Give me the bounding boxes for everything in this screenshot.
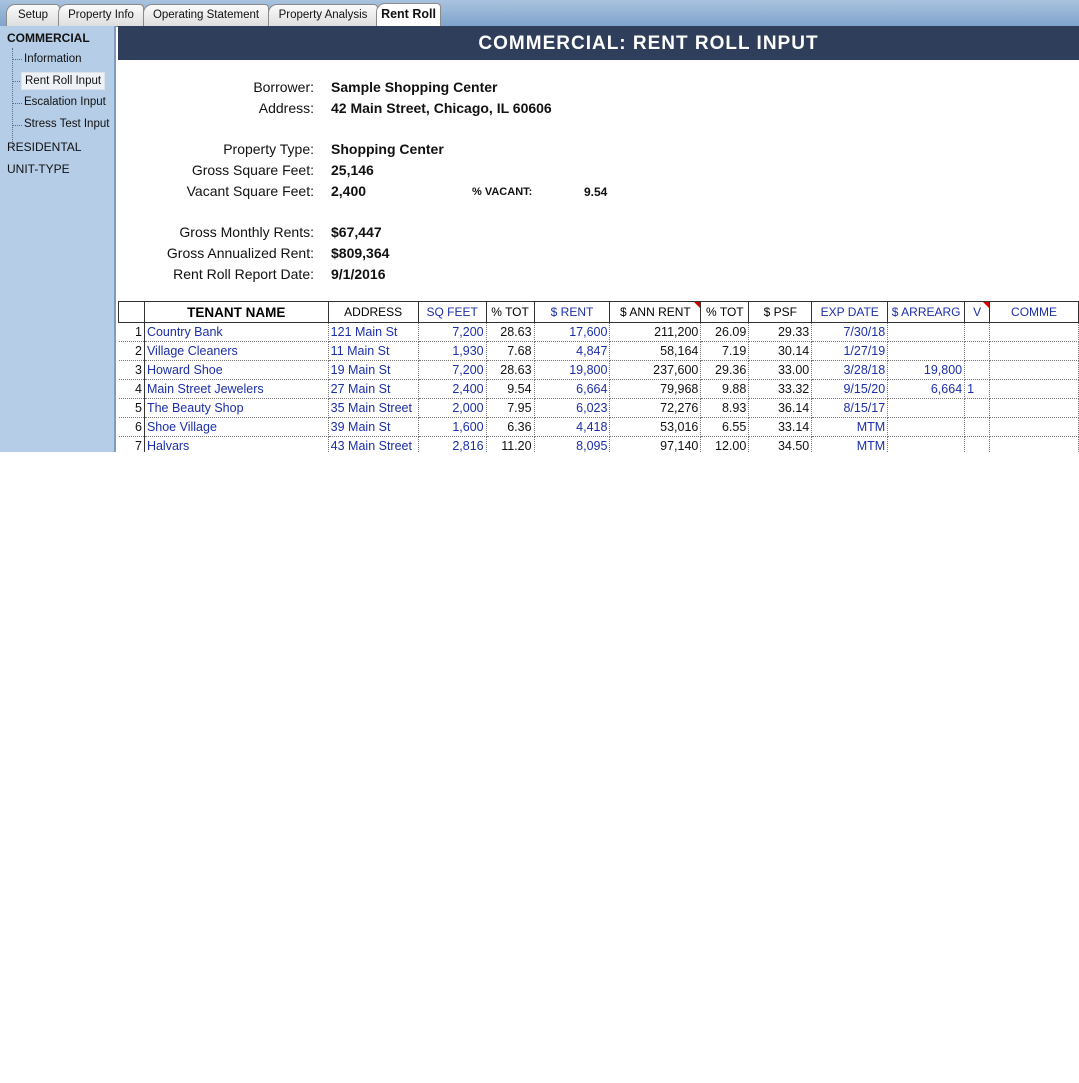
row-number: 6 bbox=[119, 418, 145, 437]
tenant-name-cell[interactable]: Country Bank bbox=[144, 323, 328, 342]
table-row bbox=[119, 323, 1079, 342]
report-date-value[interactable]: 9/1/2016 bbox=[331, 266, 386, 282]
v-cell[interactable] bbox=[965, 361, 990, 380]
address-cell[interactable]: 19 Main St bbox=[328, 361, 418, 380]
comment-cell[interactable] bbox=[990, 361, 1079, 380]
tenant-name-cell[interactable]: Shoe Village bbox=[144, 418, 328, 437]
comment-cell[interactable] bbox=[990, 342, 1079, 361]
exp-date-cell[interactable]: 9/15/20 bbox=[812, 380, 888, 399]
row-number: 7 bbox=[119, 437, 145, 453]
tenant-name-cell[interactable]: Howard Shoe bbox=[144, 361, 328, 380]
pct-tot-2-cell[interactable]: 9.88 bbox=[701, 380, 749, 399]
sq-feet-cell[interactable]: 7,200 bbox=[418, 361, 486, 380]
rent-cell[interactable]: 8,095 bbox=[534, 437, 610, 453]
pct-vacant-label: % VACANT: bbox=[472, 186, 533, 198]
v-cell[interactable] bbox=[965, 418, 990, 437]
psf-cell[interactable]: 33.14 bbox=[749, 418, 812, 437]
sq-feet-cell[interactable]: 1,600 bbox=[418, 418, 486, 437]
gross-annual-value: $809,364 bbox=[331, 245, 390, 261]
col-header-ann-rent: $ ANN RENT bbox=[610, 302, 701, 323]
comment-cell[interactable] bbox=[990, 380, 1079, 399]
sq-feet-cell[interactable]: 1,930 bbox=[418, 342, 486, 361]
row-number-header bbox=[119, 302, 145, 323]
v-cell[interactable] bbox=[965, 323, 990, 342]
sidebar-section-commercial[interactable]: COMMERCIAL bbox=[7, 31, 90, 45]
gross-monthly-label: Gross Monthly Rents: bbox=[179, 224, 314, 240]
comment-cell[interactable] bbox=[990, 399, 1079, 418]
vacant-sf-value[interactable]: 2,400 bbox=[331, 183, 367, 199]
sidebar-section-residental[interactable]: RESIDENTAL bbox=[7, 140, 82, 154]
rent-cell[interactable]: 6,664 bbox=[534, 380, 610, 399]
col-header-exp-date: EXP DATE bbox=[812, 302, 888, 323]
borrower-label: Borrower: bbox=[253, 79, 314, 95]
sq-feet-cell[interactable]: 2,000 bbox=[418, 399, 486, 418]
sidebar-item-information[interactable]: Information bbox=[24, 53, 82, 65]
col-header-v: V bbox=[965, 302, 990, 323]
col-header-sq-feet: SQ FEET bbox=[418, 302, 486, 323]
psf-cell[interactable]: 30.14 bbox=[749, 342, 812, 361]
comment-cell[interactable] bbox=[990, 323, 1079, 342]
table-header-row bbox=[119, 302, 1079, 323]
ann-rent-cell[interactable]: 211,200 bbox=[610, 323, 701, 342]
pct-tot-2-cell[interactable]: 8.93 bbox=[701, 399, 749, 418]
pct-tot-cell[interactable]: 7.68 bbox=[486, 342, 534, 361]
sq-feet-cell[interactable]: 2,816 bbox=[418, 437, 486, 453]
gross-monthly-value: $67,447 bbox=[331, 224, 382, 240]
arrearage-cell[interactable]: 19,800 bbox=[888, 361, 965, 380]
v-cell[interactable] bbox=[965, 399, 990, 418]
row-number: 2 bbox=[119, 342, 145, 361]
row-number: 5 bbox=[119, 399, 145, 418]
pct-tot-2-cell[interactable]: 6.55 bbox=[701, 418, 749, 437]
rent-roll-table bbox=[118, 301, 1079, 452]
v-cell[interactable]: 1 bbox=[965, 380, 990, 399]
sidebar bbox=[0, 26, 116, 452]
page-title bbox=[118, 26, 1079, 60]
pct-vacant-value: 9.54 bbox=[584, 185, 608, 199]
tab-rent-roll[interactable]: Rent Roll bbox=[376, 3, 441, 26]
tab-setup[interactable]: Setup bbox=[6, 4, 60, 26]
tab-operating-statement[interactable]: Operating Statement bbox=[143, 4, 269, 26]
pct-tot-cell[interactable]: 9.54 bbox=[486, 380, 534, 399]
row-number: 1 bbox=[119, 323, 145, 342]
exp-date-cell[interactable]: MTM bbox=[812, 418, 888, 437]
arrearage-cell[interactable] bbox=[888, 342, 965, 361]
arrearage-cell[interactable]: 6,664 bbox=[888, 380, 965, 399]
tenant-name-cell[interactable]: Main Street Jewelers bbox=[144, 380, 328, 399]
arrearage-cell[interactable] bbox=[888, 437, 965, 453]
sidebar-item-stress-test-input[interactable]: Stress Test Input bbox=[24, 118, 110, 130]
address-cell[interactable]: 43 Main Street bbox=[328, 437, 418, 453]
pct-tot-cell[interactable]: 6.36 bbox=[486, 418, 534, 437]
pct-tot-2-cell[interactable]: 29.36 bbox=[701, 361, 749, 380]
arrearage-cell[interactable] bbox=[888, 399, 965, 418]
ann-rent-cell[interactable]: 97,140 bbox=[610, 437, 701, 453]
tab-property-info[interactable]: Property Info bbox=[58, 4, 144, 26]
tab-bar bbox=[0, 0, 1079, 27]
col-header-arrearage: $ ARREARG bbox=[888, 302, 965, 323]
rent-cell[interactable]: 4,847 bbox=[534, 342, 610, 361]
psf-cell[interactable]: 34.50 bbox=[749, 437, 812, 453]
pct-tot-2-cell[interactable]: 7.19 bbox=[701, 342, 749, 361]
psf-cell[interactable]: 33.00 bbox=[749, 361, 812, 380]
comment-cell[interactable] bbox=[990, 437, 1079, 453]
col-header-pct-tot-2: % TOT bbox=[701, 302, 749, 323]
tree-connector bbox=[12, 59, 22, 60]
col-header-address: ADDRESS bbox=[328, 302, 418, 323]
table-row bbox=[119, 418, 1079, 437]
table-row bbox=[119, 380, 1079, 399]
col-header-pct-tot: % TOT bbox=[486, 302, 534, 323]
pct-tot-2-cell[interactable]: 12.00 bbox=[701, 437, 749, 453]
col-header-comments: COMME bbox=[990, 302, 1079, 323]
tree-connector bbox=[12, 103, 22, 104]
rent-cell[interactable]: 19,800 bbox=[534, 361, 610, 380]
arrearage-cell[interactable] bbox=[888, 323, 965, 342]
comment-cell[interactable] bbox=[990, 418, 1079, 437]
pct-tot-cell[interactable]: 28.63 bbox=[486, 361, 534, 380]
ann-rent-cell[interactable]: 58,164 bbox=[610, 342, 701, 361]
table-row bbox=[119, 342, 1079, 361]
rent-cell[interactable]: 6,023 bbox=[534, 399, 610, 418]
table-row bbox=[119, 361, 1079, 380]
exp-date-cell[interactable]: 3/28/18 bbox=[812, 361, 888, 380]
page-title-text: COMMERCIAL: RENT ROLL INPUT bbox=[478, 33, 819, 54]
address-cell[interactable]: 11 Main St bbox=[328, 342, 418, 361]
ann-rent-cell[interactable]: 79,968 bbox=[610, 380, 701, 399]
psf-cell[interactable]: 33.32 bbox=[749, 380, 812, 399]
address-cell[interactable]: 39 Main St bbox=[328, 418, 418, 437]
row-number: 4 bbox=[119, 380, 145, 399]
tenant-name-cell[interactable]: Halvars bbox=[144, 437, 328, 453]
ann-rent-cell[interactable]: 53,016 bbox=[610, 418, 701, 437]
tree-connector bbox=[12, 125, 22, 126]
sidebar-section-unit-type[interactable]: UNIT-TYPE bbox=[7, 162, 70, 176]
property-type-value[interactable]: Shopping Center bbox=[331, 141, 444, 157]
v-cell[interactable] bbox=[965, 342, 990, 361]
tenant-name-cell[interactable]: The Beauty Shop bbox=[144, 399, 328, 418]
pct-tot-2-cell[interactable]: 26.09 bbox=[701, 323, 749, 342]
gross-sf-value[interactable]: 25,146 bbox=[331, 162, 374, 178]
rent-roll-window bbox=[0, 0, 1079, 452]
address-cell[interactable]: 121 Main St bbox=[328, 323, 418, 342]
psf-cell[interactable]: 29.33 bbox=[749, 323, 812, 342]
exp-date-cell[interactable]: 1/27/19 bbox=[812, 342, 888, 361]
rent-cell[interactable]: 4,418 bbox=[534, 418, 610, 437]
address-cell[interactable]: 35 Main Street bbox=[328, 399, 418, 418]
exp-date-cell[interactable]: 8/15/17 bbox=[812, 399, 888, 418]
gross-annual-label: Gross Annualized Rent: bbox=[166, 245, 314, 261]
tree-connector bbox=[12, 48, 14, 146]
table-row bbox=[119, 437, 1079, 453]
arrearage-cell[interactable] bbox=[888, 418, 965, 437]
property-type-label: Property Type: bbox=[223, 141, 314, 157]
sq-feet-cell[interactable]: 7,200 bbox=[418, 323, 486, 342]
pct-tot-cell[interactable]: 7.95 bbox=[486, 399, 534, 418]
col-header-tenant-name: TENANT NAME bbox=[144, 302, 328, 323]
ann-rent-cell[interactable]: 72,276 bbox=[610, 399, 701, 418]
col-header-psf: $ PSF bbox=[749, 302, 812, 323]
psf-cell[interactable]: 36.14 bbox=[749, 399, 812, 418]
v-cell[interactable] bbox=[965, 437, 990, 453]
tenant-name-cell[interactable]: Village Cleaners bbox=[144, 342, 328, 361]
address-label: Address: bbox=[258, 100, 314, 116]
gross-sf-label: Gross Square Feet: bbox=[191, 162, 314, 178]
pct-tot-cell[interactable]: 28.63 bbox=[486, 323, 534, 342]
vacant-sf-label: Vacant Square Feet: bbox=[186, 183, 314, 199]
ann-rent-cell[interactable]: 237,600 bbox=[610, 361, 701, 380]
row-number: 3 bbox=[119, 361, 145, 380]
col-header-rent: $ RENT bbox=[534, 302, 610, 323]
sidebar-item-rent-roll-input[interactable]: Rent Roll Input bbox=[21, 72, 105, 90]
rent-cell[interactable]: 17,600 bbox=[534, 323, 610, 342]
address-cell[interactable]: 27 Main St bbox=[328, 380, 418, 399]
report-date-label: Rent Roll Report Date: bbox=[173, 266, 314, 282]
main-sheet bbox=[118, 26, 1079, 452]
sq-feet-cell[interactable]: 2,400 bbox=[418, 380, 486, 399]
sidebar-item-escalation-input[interactable]: Escalation Input bbox=[24, 96, 106, 108]
exp-date-cell[interactable]: 7/30/18 bbox=[812, 323, 888, 342]
borrower-value[interactable]: Sample Shopping Center bbox=[331, 79, 498, 95]
tab-property-analysis[interactable]: Property Analysis bbox=[268, 4, 378, 26]
table-row bbox=[119, 399, 1079, 418]
exp-date-cell[interactable]: MTM bbox=[812, 437, 888, 453]
address-value[interactable]: 42 Main Street, Chicago, IL 60606 bbox=[331, 100, 552, 116]
pct-tot-cell[interactable]: 11.20 bbox=[486, 437, 534, 453]
